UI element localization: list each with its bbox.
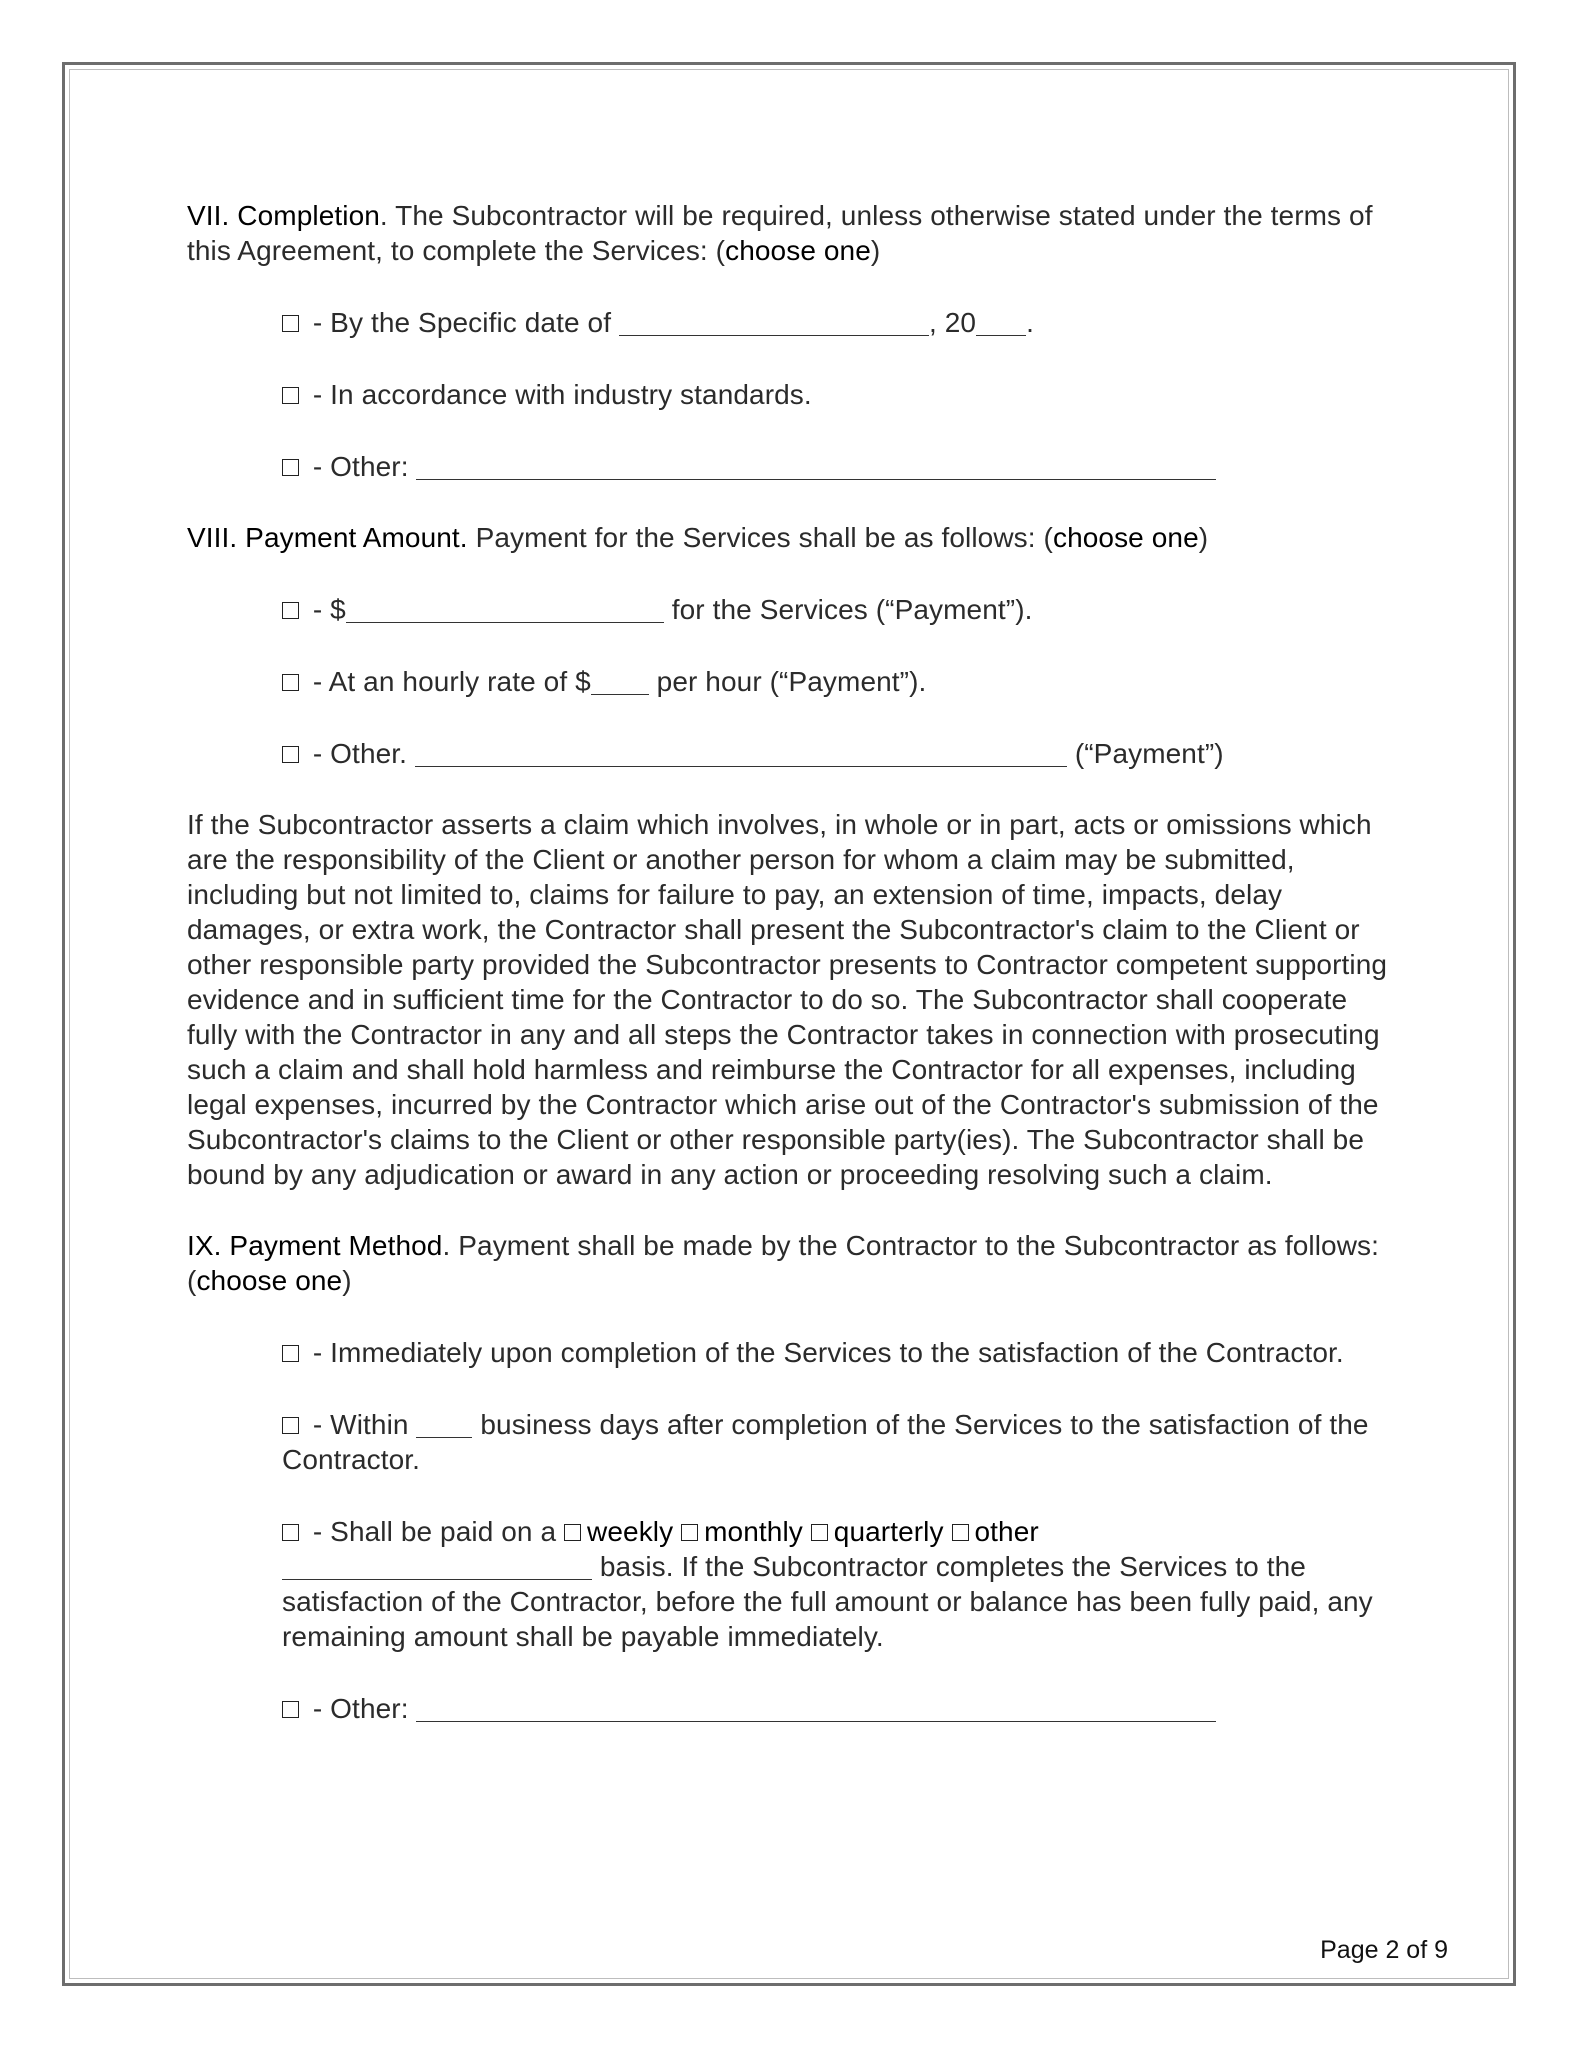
method-option-immediately: - Immediately upon completion of the Services to the satisfaction of the Contractor.	[187, 1335, 1402, 1370]
checkbox[interactable]	[282, 387, 299, 404]
section-heading: VIII. Payment Amount.	[187, 522, 468, 553]
payment-amount-heading-paragraph: VIII. Payment Amount. Payment for the Services shall be as follows: (choose one)	[187, 522, 1209, 553]
completion-heading-paragraph: VII. Completion. The Subcontractor will be required, unless otherwise stated under the terms of this Agreement, to complete the Services: (choose one)	[187, 200, 1373, 266]
days-field[interactable]	[416, 1411, 472, 1438]
other-method-field[interactable]	[416, 1695, 1216, 1722]
checkbox-weekly[interactable]	[564, 1524, 581, 1541]
checkbox-other[interactable]	[952, 1524, 969, 1541]
date-field[interactable]	[619, 309, 929, 336]
other-payment-field[interactable]	[415, 740, 1067, 767]
checkbox[interactable]	[282, 459, 299, 476]
other-field[interactable]	[416, 453, 1216, 480]
completion-option-other: - Other:	[187, 449, 1402, 484]
method-option-other: - Other:	[187, 1691, 1402, 1726]
document-body	[187, 198, 1402, 1726]
checkbox[interactable]	[282, 746, 299, 763]
completion-option-industry: - In accordance with industry standards.	[187, 377, 1402, 412]
checkbox[interactable]	[282, 315, 299, 332]
checkbox-quarterly[interactable]	[811, 1524, 828, 1541]
other-basis-field[interactable]	[282, 1553, 592, 1580]
page-number: Page 2 of 9	[1320, 1936, 1448, 1964]
claim-paragraph: If the Subcontractor asserts a claim which involves, in whole or in part, acts or omissions which are the responsibility of the Client or another person for whom a claim may be submitted, including but not limited to, claims for failure to pay, an extension of time, impacts, delay damages, or extra work, the Contractor shall present the Subcontractor's claim to the Client or other responsible party provided the Subcontractor presents to Contractor competent supporting evidence and in sufficient time for the Contractor to do so. The Subcontractor shall cooperate fully with the Contractor in any and all steps the Contractor takes in connection with prosecuting such a claim and shall hold harmless and reimburse the Contractor for all expenses, including legal expenses, incurred by the Contractor which arise out of the Contractor's submission of the Subcontractor's claims to the Client or other responsible party(ies). The Subcontractor shall be bound by any adjudication or award in any action or proceeding resolving such a claim.	[187, 809, 1388, 1190]
payment-option-hourly: - At an hourly rate of $ per hour (“Payment”).	[187, 664, 1402, 699]
checkbox[interactable]	[282, 1345, 299, 1362]
section-heading: IX. Payment Method	[187, 1230, 443, 1261]
checkbox[interactable]	[282, 674, 299, 691]
method-option-within: - Within business days after completion of the Services to the satisfaction of the Contractor.	[282, 1409, 1369, 1475]
payment-method-heading-paragraph: IX. Payment Method. Payment shall be made by the Contractor to the Subcontractor as follows: (choose one)	[187, 1230, 1380, 1296]
payment-option-other: - Other. (“Payment”)	[187, 736, 1402, 771]
amount-field[interactable]	[346, 596, 664, 623]
checkbox[interactable]	[282, 1701, 299, 1718]
section-heading: VII. Completion	[187, 200, 380, 231]
checkbox[interactable]	[282, 1417, 299, 1434]
payment-option-fixed: - $ for the Services (“Payment”).	[187, 592, 1402, 627]
method-option-schedule: - Shall be paid on a weekly monthly quarterly other basis. If the Subcontractor completes the Services to the satisfaction of the Contractor, before the full amount or balance has been fully paid, any remaining amount shall be payable immediately.	[282, 1516, 1373, 1652]
checkbox[interactable]	[282, 1524, 299, 1541]
year-field[interactable]	[976, 309, 1026, 336]
checkbox[interactable]	[282, 602, 299, 619]
completion-option-date: - By the Specific date of , 20 .	[187, 305, 1402, 340]
hourly-rate-field[interactable]	[591, 668, 649, 695]
checkbox-monthly[interactable]	[681, 1524, 698, 1541]
